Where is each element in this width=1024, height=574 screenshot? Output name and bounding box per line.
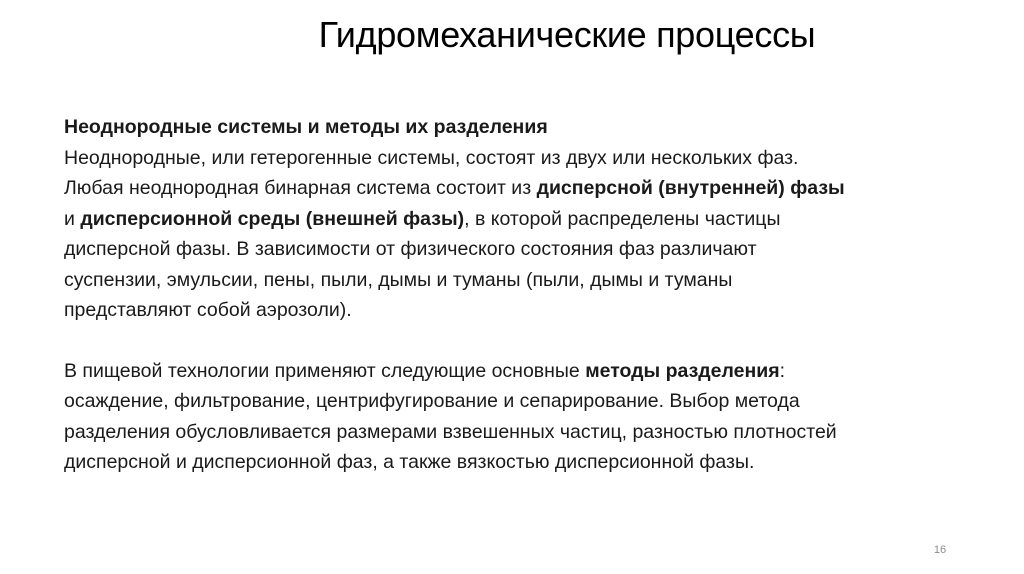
paragraph2-line1: [64, 356, 964, 387]
paragraph1-line5: суспензии, эмульсии, пены, пыли, дымы и туманы (пыли, дымы и туманы: [64, 268, 733, 291]
paragraph1-line6: представляют собой аэрозоли).: [64, 299, 352, 321]
paragraph1-line2-text: Любая неоднородная бинарная система состоит из: [64, 177, 537, 199]
paragraph-spacer: [64, 326, 964, 356]
term-dispersed-phase: дисперсной (внутренней) фазы: [536, 177, 845, 199]
paragraph2-line2: осаждение, фильтрование, центрифугирование и сепарирование. Выбор метода: [64, 390, 800, 412]
paragraph-heterogeneous-systems: [64, 112, 964, 326]
paragraph2-line1-colon: :: [779, 359, 786, 382]
paragraph1-line3-prefix: и: [64, 207, 81, 230]
paragraph1-line3: [64, 204, 964, 235]
section-heading: Неоднородные системы и методы их разделения: [64, 116, 548, 138]
paragraph1-line2: [64, 173, 964, 204]
paragraph1-line4: дисперсной фазы. В зависимости от физического состояния фаз различают: [64, 238, 757, 260]
term-dispersion-medium: дисперсионной среды (внешней фазы): [80, 207, 465, 230]
paragraph2-line3: разделения обусловливается размерами взвешенных частиц, разностью плотностей: [64, 420, 837, 443]
paragraph-separation-methods: [64, 356, 964, 478]
slide-title: Гидромеханические процессы: [318, 14, 816, 55]
paragraph2-line4: дисперсной и дисперсионной фаз, а также вязкостью дисперсионной фазы.: [64, 451, 755, 473]
page-number: 16: [933, 544, 947, 556]
term-separation-methods: методы разделения: [585, 359, 780, 382]
paragraph2-line1-text: В пищевой технологии применяют следующие основные: [64, 359, 586, 382]
slide-body: [64, 112, 964, 478]
paragraph1-line1: Неоднородные, или гетерогенные системы, состоят из двух или нескольких фаз.: [64, 146, 799, 169]
paragraph1-line3-suffix: , в которой распределены частицы: [464, 207, 781, 230]
